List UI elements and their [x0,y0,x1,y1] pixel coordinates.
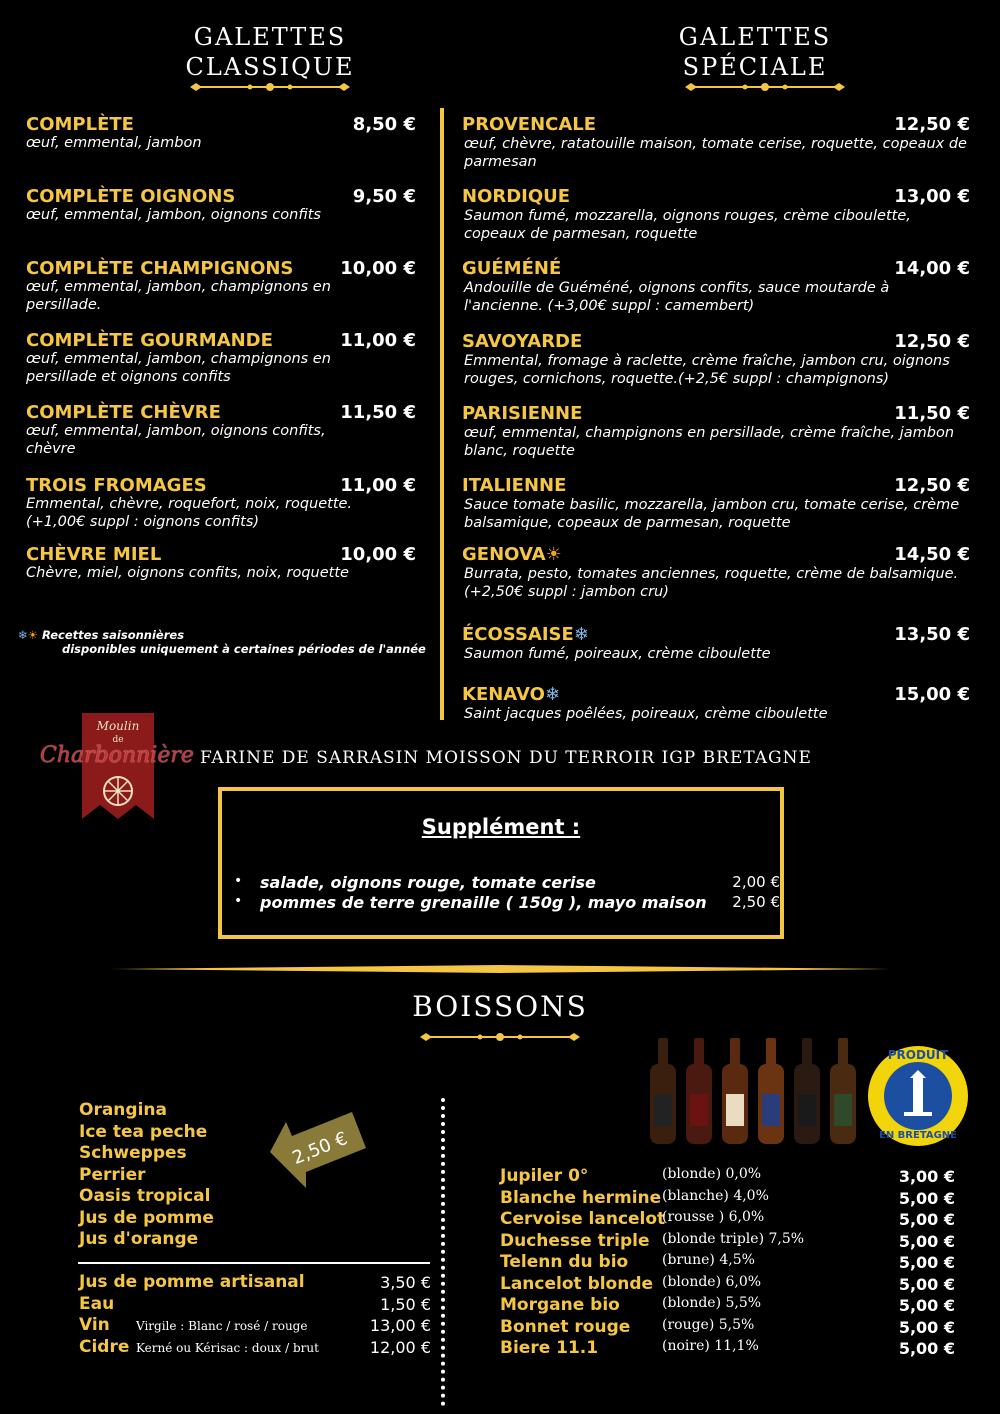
drink-row [79,1337,431,1359]
heading-line-1: GALETTES [193,23,347,51]
beers-list [500,1166,960,1360]
sun-icon: ☀ [545,544,562,565]
bottle-icon [794,1038,820,1144]
item-name: CHÈVRE MIEL [26,544,162,565]
drink-name: Cidre [79,1336,130,1357]
bottle-icon [686,1038,712,1144]
item-description: œuf, chèvre, ratatouille maison, tomate cerise, roquette, copeaux de parmesan [464,136,967,170]
beer-type: (brune) 4,5% [662,1252,755,1268]
column-divider [440,108,444,720]
drink-name: Eau [79,1293,115,1314]
beer-type: (rouge) 5,5% [662,1316,755,1333]
beer-row [500,1231,960,1253]
soft-drink-item: Orangina [79,1100,167,1120]
galettes-speciale-heading [625,22,885,82]
supplement-item [234,893,780,913]
beer-name: Biere 11.1 [500,1338,599,1358]
ornament-divider [685,80,845,94]
snowflake-icon: ❄ [573,624,589,645]
beer-row [500,1317,960,1339]
drink-name: Vin [79,1315,110,1335]
drink-price: 13,00 € [369,1316,431,1335]
drink-name: Jus de pomme artisanal [79,1272,305,1292]
ornament-divider [190,80,350,94]
beer-type: (rousse ) 6,0% [662,1209,765,1225]
logo-line-1: Moulin [96,719,140,733]
item-description: Emmental, fromage à raclette, crème fraîche, jambon cru, oignons rouges, cornichons, roquette.(+2,5€ suppl : champignons) [464,353,950,387]
beer-price: 5,00 € [898,1339,955,1358]
beer-type: (noire) 11,1% [662,1338,759,1354]
item-description: Saumon fumé, mozzarella, oignons rouges, crème ciboulette, copeaux de parmesan, roquette [464,208,911,242]
supplement-box [218,787,784,939]
item-name: COMPLÈTE CHÈVRE [26,402,221,423]
item-name [462,624,589,645]
beer-name: Bonnet rouge [500,1316,631,1337]
beer-type: (blonde triple) 7,5% [662,1230,805,1247]
item-name [462,258,561,279]
badge-bottom-text: EN BRETAGNE [878,1130,958,1141]
sun-icon: ☀ [27,628,38,642]
item-name: COMPLÈTE GOURMANDE [26,330,273,351]
item-price: 11,00 € [340,475,416,496]
boissons-heading: BOISSONS [412,990,588,1023]
supplement-label: pommes de terre grenaille ( 150g ), mayo maison [260,893,707,912]
seasonal-note-line-2: disponibles uniquement à certaines périodes de l'année [62,642,426,656]
soft-drink-item: Jus d'orange [79,1229,199,1249]
badge-top-text: PRODUIT [887,1048,949,1062]
item-description: Chèvre, miel, oignons confits, noix, roquette [26,565,349,581]
bullet-icon: • [234,873,243,889]
soft-drink-item: Schweppes [79,1143,187,1163]
beer-name: Blanche hermine [500,1187,662,1208]
beer-price: 5,00 € [898,1210,955,1229]
item-description: Andouille de Guéméné, oignons confits, sauce moutarde à l'ancienne. (+3,00€ suppl : camembert) [464,280,890,314]
moulin-charbonniere-logo [40,713,194,823]
soft-drink-item: Perrier [79,1164,146,1185]
item-name [462,114,596,135]
item-price: 12,50 € [894,114,970,135]
bullet-icon: • [234,893,243,909]
item-name-text: PROVENCALE [462,114,597,135]
seasonal-note [18,628,438,656]
drink-row [79,1315,431,1337]
item-price: 14,00 € [894,258,970,279]
item-price: 10,00 € [340,544,416,565]
item-price: 11,50 € [894,403,970,424]
item-name-text: GENOVA [462,544,546,565]
item-name-text: GUÉMÉNÉ [462,258,562,279]
snowflake-icon: ❄ [18,628,28,642]
item-description: œuf, emmental, jambon, champignons en persillade et oignons confits [26,351,331,385]
item-name-text: ÉCOSSAISE [462,624,574,645]
item-description: Sauce tomate basilic, mozzarella, jambon cru, tomate cerise, crème balsamique, copeaux de parmesan, roquette [464,497,960,531]
beer-row [500,1274,960,1296]
supplement-price: 2,00 € [732,873,780,891]
logo-line-3: Charbonnière [40,743,194,768]
section-separator [110,964,890,974]
item-price: 14,50 € [894,544,970,565]
soft-drink-item: Ice tea peche [79,1121,208,1142]
beer-type: (blonde) 5,5% [662,1295,762,1311]
drink-detail: Kerné ou Kérisac : doux / brut [136,1340,319,1355]
beer-price: 5,00 € [898,1317,955,1337]
beer-price: 5,00 € [898,1274,955,1294]
beer-name: Jupiler 0° [500,1166,589,1186]
beer-type: (blonde) 0,0% [662,1166,762,1182]
beer-price: 5,00 € [898,1296,955,1315]
beer-name: Duchesse triple [500,1230,650,1251]
item-name: COMPLÈTE OIGNONS [26,186,236,207]
item-name [462,684,560,705]
produit-en-bretagne-badge [866,1044,970,1148]
drink-row [79,1272,431,1294]
beer-name: Lancelot blonde [500,1273,654,1294]
drink-price: 1,50 € [380,1294,431,1314]
beer-row [500,1166,960,1188]
beer-price: 3,00 € [898,1167,955,1186]
item-name: COMPLÈTE CHAMPIGNONS [26,258,294,279]
item-price: 13,00 € [894,186,970,207]
seasonal-note-line-1: Recettes saisonnières [41,628,185,642]
item-price: 12,50 € [894,331,970,352]
snowflake-icon: ❄ [544,684,561,705]
beer-name: Morgane bio [500,1295,620,1315]
supplement-label: salade, oignons rouge, tomate cerise [260,873,596,892]
beer-row [500,1209,960,1231]
item-name [462,544,562,565]
item-description: Burrata, pesto, tomates anciennes, roquette, crème de balsamique. (+2,50€ suppl : jambon cru) [464,566,959,600]
beer-price: 5,00 € [898,1188,955,1208]
item-price: 11,50 € [340,402,416,423]
other-drinks-list [79,1272,431,1358]
drinks-column-divider [441,1098,445,1406]
beer-row [500,1338,960,1360]
item-name: COMPLÈTE [26,114,134,135]
item-name [462,403,582,424]
item-price: 12,50 € [894,475,970,496]
bottle-icon [830,1038,856,1144]
beer-row [500,1188,960,1210]
beer-type: (blonde) 6,0% [662,1273,762,1290]
item-name-text: KENAVO [462,684,545,705]
item-price: 13,50 € [894,624,970,645]
item-name-text: NORDIQUE [462,186,571,207]
item-description: Emmental, chèvre, roquefort, noix, roquette. (+1,00€ suppl : oignons confits) [26,496,353,530]
supplement-list [234,873,780,913]
soft-drink-item: Oasis tropical [79,1186,211,1206]
item-price: 11,00 € [340,330,416,351]
beer-name: Telenn du bio [500,1252,629,1272]
drink-price: 12,00 € [369,1337,431,1357]
price-arrow-label: 2,50 € [289,1128,351,1169]
item-name [462,331,582,352]
supplement-price: 2,50 € [732,893,780,911]
bottle-icon [758,1038,784,1144]
farine-banner: FARINE DE SARRASIN MOISSON DU TERROIR IGP BRETAGNE [200,748,812,768]
item-description: Saint jacques poêlées, poireaux, crème ciboulette [464,706,828,722]
beer-price: 5,00 € [898,1253,955,1272]
item-name-text: ITALIENNE [462,475,567,496]
bottle-icon [650,1038,676,1144]
heading-line-2: CLASSIQUE [185,53,355,81]
drinks-separator [78,1262,430,1264]
supplement-item [234,873,780,893]
beer-price: 5,00 € [898,1231,955,1251]
heading-line-2: SPÉCIALE [682,53,828,81]
ornament-divider [420,1030,580,1044]
logo-line-2: de [112,735,124,745]
item-name [462,475,566,496]
beer-row [500,1252,960,1274]
bottle-icon [722,1038,748,1144]
item-description: œuf, emmental, jambon, oignons confits [26,207,321,223]
price-arrow-badge [266,1108,376,1192]
drink-detail: Virgile : Blanc / rosé / rouge [136,1319,308,1333]
drink-row [79,1294,431,1316]
item-description: œuf, emmental, jambon, champignons en persillade. [26,279,331,313]
item-price: 8,50 € [352,114,416,135]
drink-price: 3,50 € [380,1273,431,1292]
galettes-classique-heading [140,22,400,82]
supplement-title: Supplément : [421,815,581,839]
item-price: 10,00 € [340,258,416,279]
item-name-text: PARISIENNE [462,403,583,424]
item-description: œuf, emmental, champignons en persillade, crème fraîche, jambon blanc, roquette [464,425,955,459]
item-description: Saumon fumé, poireaux, crème ciboulette [464,646,771,662]
item-name [462,186,570,207]
beer-row [500,1295,960,1317]
soft-drink-item: Jus de pomme [79,1207,214,1228]
beer-name: Cervoise lancelot [500,1209,666,1229]
item-description: œuf, emmental, jambon [26,135,202,151]
item-price: 15,00 € [894,684,970,705]
beer-type: (blanche) 4,0% [662,1187,769,1204]
item-price: 9,50 € [352,186,416,207]
heading-line-1: GALETTES [678,23,832,51]
beer-bottles-image [648,1036,864,1146]
item-name-text: SAVOYARDE [462,331,583,352]
item-description: œuf, emmental, jambon, oignons confits, chèvre [26,423,326,457]
item-name: TROIS FROMAGES [26,475,207,496]
